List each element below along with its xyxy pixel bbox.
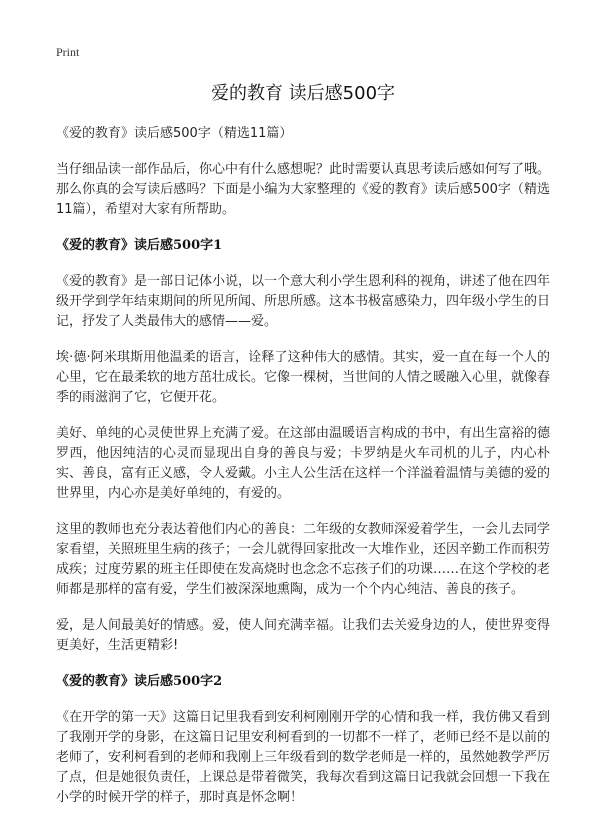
page-title: 爱的教育 读后感500字: [210, 83, 396, 104]
print-link[interactable]: Print: [56, 45, 80, 59]
body-paragraph: 《在开学的第一天》这篇日记里我看到安利柯刚刚开学的心情和我一样，我仿佛又看到了我刚开学的身影，在这篇日记里安利柯看到的一切都不一样了，老师已经不是以前的老师了，安利柯看到的老师和我刚上三年级看到的数学老师是一样的，虽然她教学严厉了点，但是她很负责任，上课总是带着微笑，我每次看到这篇日记我就会回想一下我在小学的时候开学的样子，那时真是怀念啊！: [56, 710, 551, 805]
section-heading: 《爱的教育》读后感500字2: [56, 674, 223, 689]
subtitle: 《爱的教育》读后感500字（精选11篇）: [56, 126, 293, 141]
body-paragraph: 《爱的教育》是一部日记体小说，以一个意大利小学生恩利科的视角，讲述了他在四年级开学到学年结束期间的所见所闻、所思所感。这本书极富感染力，四年级小学生的日记，抒发了人类最伟大的感情——爱。: [56, 274, 551, 329]
section-heading: 《爱的教育》读后感500字1: [56, 238, 223, 253]
body-paragraph: 这里的教师也充分表达着他们内心的善良：二年级的女教师深爱着学生，一会儿去同学家看望，关照班里生病的孩子；一会儿就得回家批改一大堆作业，还因辛勤工作而积劳成疾；过度劳累的班主任即使在发高烧时也念念不忘孩子们的功课……在这个学校的老师都是那样的富有爱，学生们被深深地熏陶，成为一个个内心纯洁、善良的孩子。: [56, 522, 551, 597]
body-paragraph: 美好、单纯的心灵使世界上充满了爱。在这部由温暖语言构成的书中，有出生富裕的德罗西，他因纯洁的心灵而显现出自身的善良与爱；卡罗纳是火车司机的儿子，内心朴实、善良，富有正义感，令人爱戴。小主人公生活在这样一个洋溢着温情与美德的爱的世界里，内心亦是美好单纯的，有爱的。: [56, 426, 551, 501]
body-paragraph: 埃·德·阿米琪斯用他温柔的语言，诠释了这种伟大的感情。其实，爱一直在每一个人的心里，它在最柔软的地方茁壮成长。它像一棵树，当世间的人情之暖融入心里，就像春季的雨滋润了它，它便开花。: [56, 350, 551, 405]
body-paragraph: 爱，是人间最美好的情感。爱，使人间充满幸福。让我们去关爱身边的人，使世界变得更美好，生活更精彩!: [56, 618, 551, 653]
intro-paragraph: 当仔细品读一部作品后，你心中有什么感想呢？此时需要认真思考读后感如何写了哦。那么你真的会写读后感吗？下面是小编为大家整理的《爱的教育》读后感500字（精选11篇），希望对大家有所帮助。: [56, 162, 551, 217]
